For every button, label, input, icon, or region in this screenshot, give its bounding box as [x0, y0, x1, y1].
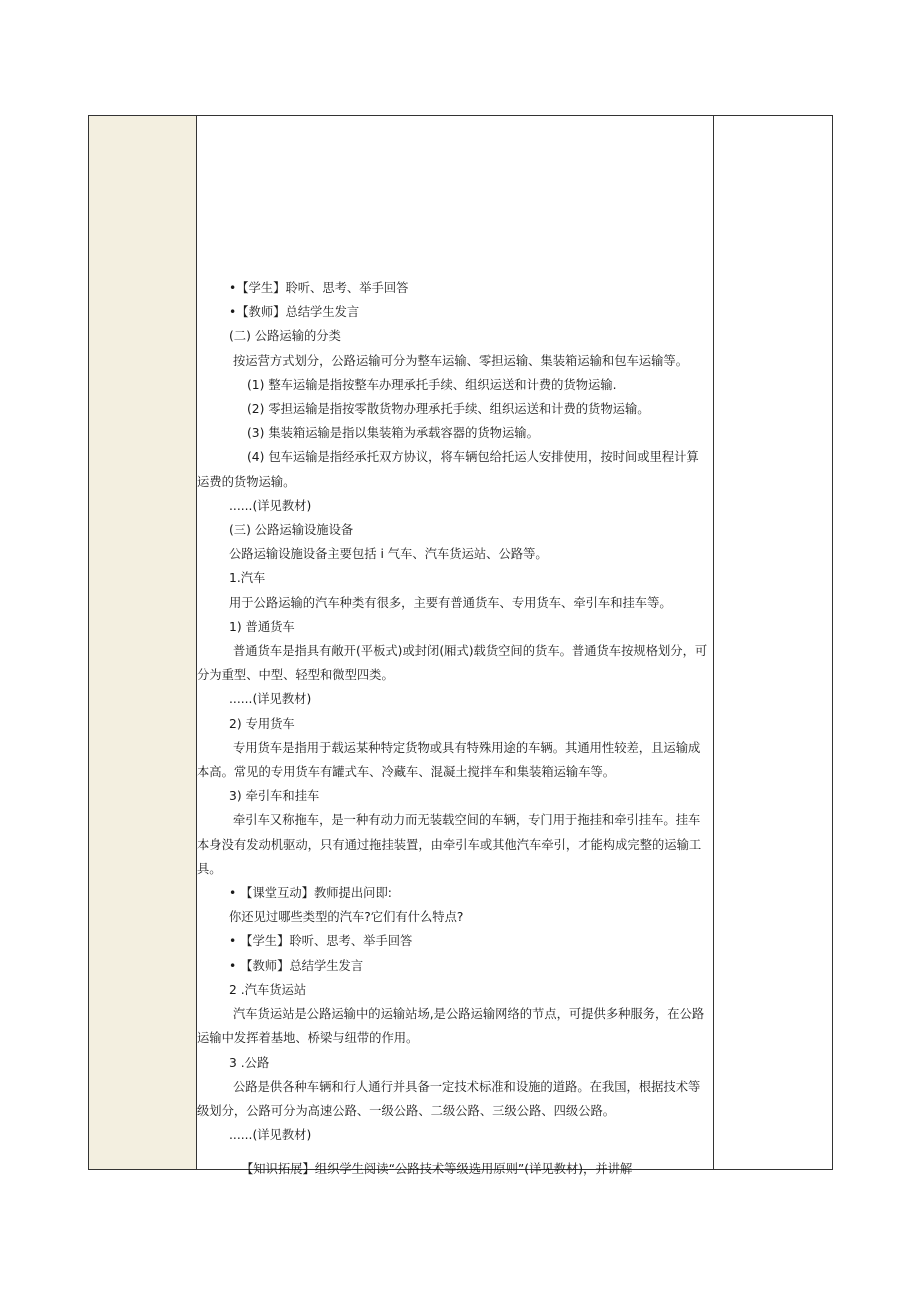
- section-heading: (三) 公路运输设施设备: [229, 523, 354, 538]
- text-line: •【学生】聆听、思考、举手回答: [229, 281, 409, 295]
- lesson-content: [197, 276, 714, 1182]
- text-line: ......(详见教材): [229, 498, 312, 513]
- paragraph: 普通货车是指具有敞开(平板式)或封闭(厢式)载货空间的货车。普通货车按规格划分，可分为重型、中型、轻型和微型四类。: [197, 644, 708, 683]
- text-line: •【教师】总结学生发言: [229, 305, 360, 320]
- paragraph: 专用货车是指用于载运某种特定货物或具有特殊用途的车辆。其通用性较差，且运输成本高。常见的专用货车有罐式车、冷藏车、混凝土搅拌车和集装箱运输车等。: [197, 740, 701, 780]
- subsection-heading: 2 .汽车货运站: [229, 982, 307, 997]
- subsection-heading: 1.汽车: [229, 571, 266, 586]
- text-line: ......(详见教材): [229, 1128, 312, 1143]
- text-line: 你还见过哪些类型的汽车?它们有什么特点?: [229, 910, 464, 925]
- text-line: • 【课堂互动】教师提出问即:: [197, 881, 714, 905]
- table-left-column: [89, 116, 197, 1169]
- table-right-column: [714, 116, 832, 1169]
- text-line: (1) 整车运输是指按整车办理承托手续、组织运送和计费的货物运输.: [247, 377, 617, 392]
- text-line: • 【学生】聆听、思考、举手回答: [197, 929, 714, 953]
- subsection-heading: 3 .公路: [229, 1055, 270, 1070]
- section-heading: (二) 公路运输的分类: [229, 329, 341, 344]
- table-main-column: [197, 116, 714, 1177]
- paragraph: 汽车货运站是公路运输中的运输站场,是公路运输网络的节点，可提供多种服务，在公路运输中发挥着基地、桥梁与纽带的作用。: [197, 1007, 705, 1046]
- subsection-heading: 1) 普通货车: [229, 619, 295, 634]
- text-line: (3) 集装箱运输是指以集装箱为承载容器的货物运输。: [247, 426, 539, 441]
- subsection-heading: 2) 专用货车: [229, 716, 295, 731]
- spacer: [197, 1147, 714, 1157]
- paragraph: (4) 包车运输是指经承托双方协议，将车辆包给托运人安排使用，按时间或里程计算运费的货物运输。: [197, 450, 699, 489]
- text-line: 按运营方式划分，公路运输可分为整车运输、零担运输、集装箱运输和包车运输等。: [233, 353, 688, 368]
- text-line: • 【教师】总结学生发言: [197, 954, 714, 978]
- paragraph: 牵引车又称拖车，是一种有动力而无装载空间的车辆，专门用于拖挂和牵引挂车。挂车本身没有发动机驱动，只有通过拖挂装置，由牵引车或其他汽车牵引，才能构成完整的运输工具。: [197, 813, 702, 876]
- text-line: 用于公路运输的汽车种类有很多，主要有普通货车、专用货车、牵引车和挂车等。: [229, 595, 672, 610]
- subsection-heading: 3) 牵引车和挂车: [229, 789, 320, 804]
- text-line: 公路运输设施设备主要包括 i 气车、汽车货运站、公路等。: [229, 547, 548, 562]
- text-line: (2) 零担运输是指按零散货物办理承托手续、组织运送和计费的货物运输。: [247, 402, 650, 417]
- lesson-table: [88, 115, 833, 1177]
- text-line: ......(详见教材): [229, 692, 312, 707]
- paragraph: 公路是供各种车辆和行人通行并具备一定技术标准和设施的道路。在我国，根据技术等级划分，公路可分为高速公路、一级公路、二级公路、三级公路、四级公路。: [197, 1079, 701, 1118]
- text-line: 【知识拓展】组织学生阅读“公路技术等级选用原则”(详见教材)，并讲解: [241, 1162, 633, 1177]
